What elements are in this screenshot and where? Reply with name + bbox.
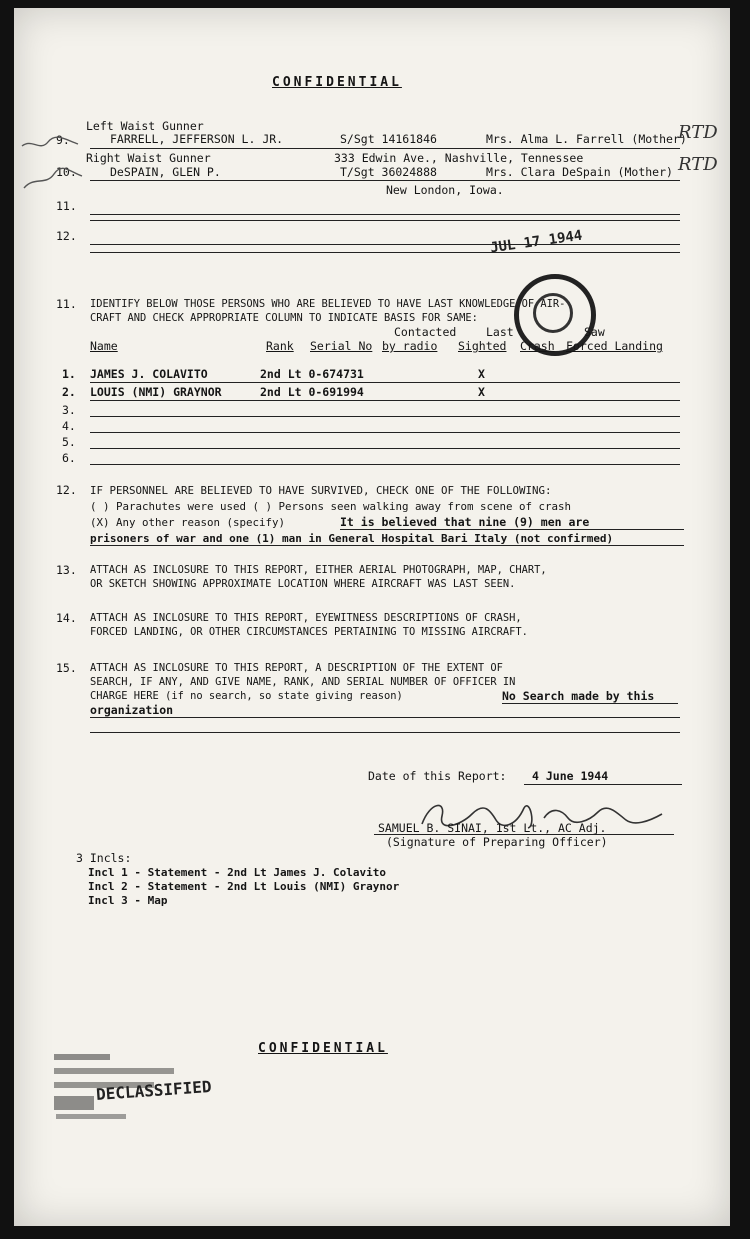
col-serial: Serial No (310, 339, 373, 353)
section-13-number: 13. (56, 563, 77, 577)
col-sighted: Sighted (458, 339, 507, 353)
inclosure-3: Incl 3 - Map (88, 894, 168, 907)
empty-row-number-3: 3. (62, 403, 76, 417)
section-14-number: 14. (56, 611, 77, 625)
rule (90, 214, 680, 215)
witness-rank-serial-1: 2nd Lt 0-674731 (260, 367, 364, 381)
rule (90, 432, 680, 433)
col-last: Last (486, 325, 514, 339)
crew-position-9: Left Waist Gunner (86, 119, 204, 133)
inclosure-2: Incl 2 - Statement - 2nd Lt Louis (NMI) Graynor (88, 880, 400, 893)
section-15-line-2: SEARCH, IF ANY, AND GIVE NAME, RANK, AND SERIAL NUMBER OF OFFICER IN (90, 676, 516, 688)
inclosures-count: 3 Incls: (76, 851, 132, 865)
rule (340, 529, 684, 530)
confidential-header: CONFIDENTIAL (272, 75, 402, 90)
crew-rank-serial-9: S/Sgt 14161846 (340, 132, 437, 146)
section-12-number: 12. (56, 483, 77, 497)
witness-check-2: X (478, 385, 485, 399)
signature-caption: (Signature of Preparing Officer) (386, 835, 608, 849)
empty-row-number-4: 4. (62, 419, 76, 433)
rule (90, 448, 680, 449)
received-date-stamp: JUL 17 1944 (489, 227, 584, 257)
col-forced-landing: Forced Landing (566, 339, 663, 353)
section-15-answer: No Search made by this (502, 689, 655, 703)
section-12-line-1: IF PERSONNEL ARE BELIEVED TO HAVE SURVIVED, CHECK ONE OF THE FOLLOWING: (90, 484, 552, 497)
rule (90, 545, 684, 546)
witness-number-1: 1. (62, 367, 76, 381)
declassified-stamp: DECLASSIFIED (95, 1076, 213, 1105)
rule (90, 148, 680, 149)
crew-address-9: 333 Edwin Ave., Nashville, Tennessee (334, 151, 584, 165)
witness-number-2: 2. (62, 385, 76, 399)
crew-next-of-kin-10: Mrs. Clara DeSpain (Mother) (486, 165, 673, 179)
signer-name: SAMUEL B. SINAI, 1st Lt., AC Adj. (378, 821, 607, 835)
rule (90, 400, 680, 401)
blank-row-number-11: 11. (56, 199, 77, 213)
rule (90, 180, 680, 181)
section-12-line-2: ( ) Parachutes were used ( ) Persons seen walking away from scene of crash (90, 500, 572, 513)
empty-row-number-5: 5. (62, 435, 76, 449)
report-date-value: 4 June 1944 (532, 769, 609, 783)
section-11-heading-1: IDENTIFY BELOW THOSE PERSONS WHO ARE BELIEVED TO HAVE LAST KNOWLEDGE OF AIR- (90, 298, 566, 310)
section-14-line-1: ATTACH AS INCLOSURE TO THIS REPORT, EYEWITNESS DESCRIPTIONS OF CRASH, (90, 612, 522, 624)
witness-check-1: X (478, 367, 485, 381)
rule (90, 382, 680, 383)
section-11-heading-2: CRAFT AND CHECK APPROPRIATE COLUMN TO INDICATE BASIS FOR SAME: (90, 312, 478, 324)
crew-address-10: New London, Iowa. (386, 183, 504, 197)
inclosure-1: Incl 1 - Statement - 2nd Lt James J. Colavito (88, 866, 387, 879)
report-date-label: Date of this Report: (368, 769, 507, 783)
crew-number-10: 10. (56, 165, 77, 179)
col-name: Name (90, 339, 118, 353)
rule (90, 244, 680, 245)
rule (90, 252, 680, 253)
document-page (14, 8, 730, 1226)
blank-row-number-12: 12. (56, 229, 77, 243)
section-12-line-3-prefix: (X) Any other reason (specify) (90, 516, 286, 529)
col-crash: Crash (520, 339, 555, 353)
crew-mark-10: RTD (678, 154, 718, 175)
rule (90, 220, 680, 221)
crew-mark-9: RTD (678, 122, 718, 143)
rule (524, 784, 682, 785)
rule (90, 717, 680, 718)
section-15-line-1: ATTACH AS INCLOSURE TO THIS REPORT, A DESCRIPTION OF THE EXTENT OF (90, 662, 503, 674)
col-saw: Saw (584, 325, 605, 339)
section-14-line-2: FORCED LANDING, OR OTHER CIRCUMSTANCES PERTAINING TO MISSING AIRCRAFT. (90, 626, 528, 638)
crew-name-9: FARRELL, JEFFERSON L. JR. (110, 132, 284, 146)
rule (502, 703, 678, 704)
rule (90, 416, 680, 417)
section-13-line-2: OR SKETCH SHOWING APPROXIMATE LOCATION WHERE AIRCRAFT WAS LAST SEEN. (90, 578, 516, 590)
col-contacted: Contacted (394, 325, 457, 339)
witness-name-1: JAMES J. COLAVITO (90, 367, 208, 381)
witness-rank-serial-2: 2nd Lt 0-691994 (260, 385, 364, 399)
crew-next-of-kin-9: Mrs. Alma L. Farrell (Mother) (486, 132, 687, 146)
section-13-line-1: ATTACH AS INCLOSURE TO THIS REPORT, EITHER AERIAL PHOTOGRAPH, MAP, CHART, (90, 564, 547, 576)
confidential-footer: CONFIDENTIAL (258, 1041, 388, 1056)
rule (90, 732, 680, 733)
section-11-number: 11. (56, 297, 77, 311)
crew-position-10: Right Waist Gunner (86, 151, 211, 165)
rule (90, 464, 680, 465)
witness-name-2: LOUIS (NMI) GRAYNOR (90, 385, 222, 399)
crew-name-10: DeSPAIN, GLEN P. (110, 165, 221, 179)
section-12-answer: It is believed that nine (9) men are (340, 515, 590, 529)
crew-rank-serial-10: T/Sgt 36024888 (340, 165, 437, 179)
col-rank: Rank (266, 339, 294, 353)
crew-number-9: 9. (56, 133, 70, 147)
section-15-answer-line-2: organization (90, 703, 174, 717)
section-15-number: 15. (56, 661, 77, 675)
section-12-answer-line-2: prisoners of war and one (1) man in General Hospital Bari Italy (not confirmed) (90, 532, 614, 545)
empty-row-number-6: 6. (62, 451, 76, 465)
col-radio: by radio (382, 339, 438, 353)
margin-pencil-marks (18, 128, 88, 198)
section-15-line-3: CHARGE HERE (if no search, so state giving reason) (90, 690, 403, 702)
